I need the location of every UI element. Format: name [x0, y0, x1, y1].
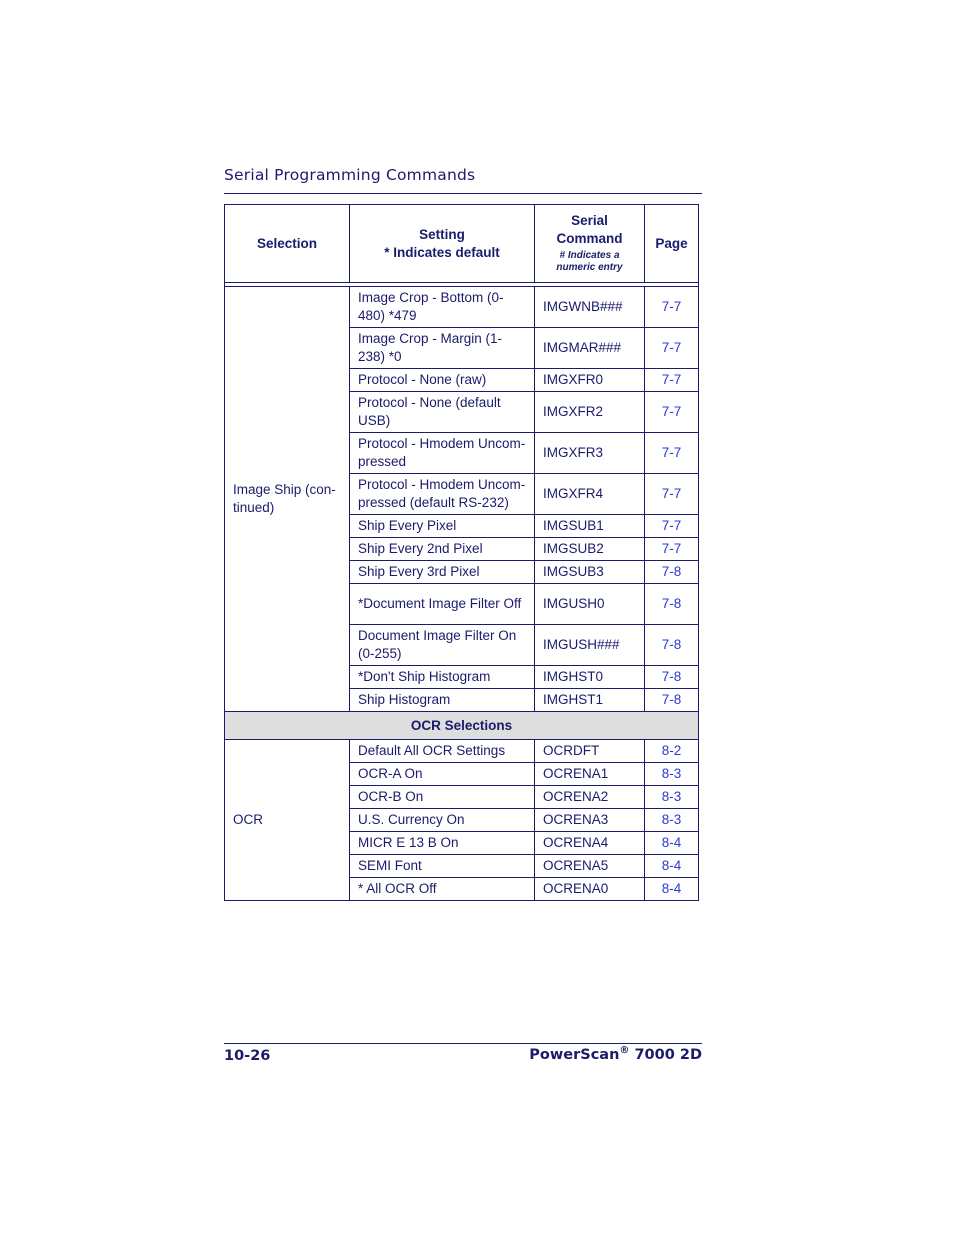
product-model: 7000 2D: [629, 1046, 702, 1063]
header-setting-note: * Indicates default: [384, 244, 500, 260]
command-cell: OCRENA4: [535, 832, 645, 855]
setting-cell: Default All OCR Settings: [350, 740, 535, 763]
command-cell: OCRENA1: [535, 763, 645, 786]
footer-rule: [224, 1043, 702, 1044]
command-cell: OCRENA2: [535, 786, 645, 809]
setting-cell: OCR-B On: [350, 786, 535, 809]
page-link[interactable]: 7-7: [645, 474, 699, 515]
command-cell: IMGWNB###: [535, 287, 645, 328]
page-link[interactable]: 8-2: [645, 740, 699, 763]
page-link[interactable]: 7-8: [645, 689, 699, 712]
page-link[interactable]: 7-7: [645, 392, 699, 433]
setting-cell: U.S. Currency On: [350, 809, 535, 832]
header-setting-title: Setting: [419, 226, 465, 242]
section-band-label: OCR Selections: [225, 712, 699, 740]
setting-cell: SEMI Font: [350, 855, 535, 878]
header-serial-title-2: Command: [556, 231, 623, 246]
command-cell: IMGXFR4: [535, 474, 645, 515]
page-link[interactable]: 7-7: [645, 328, 699, 369]
serial-commands-table: [224, 204, 699, 901]
command-cell: IMGMAR###: [535, 328, 645, 369]
page-link[interactable]: 8-4: [645, 832, 699, 855]
header-serial-command: [535, 205, 645, 283]
page-link[interactable]: 7-8: [645, 625, 699, 666]
setting-cell: *Document Image Filter Off: [350, 584, 535, 625]
header-rule: [224, 193, 702, 194]
table-row: [225, 740, 699, 763]
page-link[interactable]: 7-8: [645, 561, 699, 584]
page-link[interactable]: 8-3: [645, 786, 699, 809]
product-name: [529, 1045, 702, 1063]
page-link[interactable]: 7-7: [645, 515, 699, 538]
setting-cell: MICR E 13 B On: [350, 832, 535, 855]
command-cell: IMGSUB3: [535, 561, 645, 584]
command-cell: OCRENA3: [535, 809, 645, 832]
command-cell: IMGHST1: [535, 689, 645, 712]
header-selection: Selection: [225, 205, 350, 283]
command-cell: OCRENA0: [535, 878, 645, 901]
header-setting: [350, 205, 535, 283]
command-cell: IMGXFR0: [535, 369, 645, 392]
command-cell: IMGUSH###: [535, 625, 645, 666]
page-link[interactable]: 7-7: [645, 538, 699, 561]
page-link[interactable]: 7-8: [645, 584, 699, 625]
table-header-row: [225, 205, 699, 283]
header-serial-note-2: numeric entry: [556, 262, 623, 273]
command-cell: IMGSUB2: [535, 538, 645, 561]
setting-cell: Ship Every Pixel: [350, 515, 535, 538]
setting-cell: Image Crop - Bottom (0-480) *479: [350, 287, 535, 328]
setting-cell: Image Crop - Margin (1-238) *0: [350, 328, 535, 369]
registered-mark: ®: [619, 1045, 630, 1056]
setting-cell: Protocol - Hmodem Uncom-pressed (default RS-232): [350, 474, 535, 515]
section-title: Serial Programming Commands: [224, 166, 476, 184]
command-cell: IMGXFR3: [535, 433, 645, 474]
page-link[interactable]: 7-7: [645, 433, 699, 474]
page-link[interactable]: 8-3: [645, 809, 699, 832]
selection-cell: Image Ship (con-tinued): [225, 287, 350, 712]
setting-cell: Document Image Filter On (0-255): [350, 625, 535, 666]
setting-cell: Ship Histogram: [350, 689, 535, 712]
setting-cell: Protocol - None (raw): [350, 369, 535, 392]
page-link[interactable]: 8-4: [645, 878, 699, 901]
command-cell: IMGSUB1: [535, 515, 645, 538]
setting-cell: Ship Every 3rd Pixel: [350, 561, 535, 584]
header-page: Page: [645, 205, 699, 283]
page-link[interactable]: 7-7: [645, 287, 699, 328]
command-cell: IMGXFR2: [535, 392, 645, 433]
selection-cell: OCR: [225, 740, 350, 901]
setting-cell: Ship Every 2nd Pixel: [350, 538, 535, 561]
setting-cell: OCR-A On: [350, 763, 535, 786]
setting-cell: Protocol - Hmodem Uncom-pressed: [350, 433, 535, 474]
page-link[interactable]: 8-3: [645, 763, 699, 786]
command-cell: IMGHST0: [535, 666, 645, 689]
page-number: 10-26: [224, 1048, 271, 1064]
page-link[interactable]: 7-7: [645, 369, 699, 392]
command-cell: OCRDFT: [535, 740, 645, 763]
header-serial-title-1: Serial: [571, 213, 608, 228]
setting-cell: *Don't Ship Histogram: [350, 666, 535, 689]
setting-cell: Protocol - None (default USB): [350, 392, 535, 433]
header-serial-note-1: # Indicates a: [559, 250, 620, 261]
page-link[interactable]: 7-8: [645, 666, 699, 689]
section-band-row: [225, 712, 699, 740]
setting-cell: * All OCR Off: [350, 878, 535, 901]
command-cell: OCRENA5: [535, 855, 645, 878]
table-row: [225, 287, 699, 328]
product-brand: PowerScan: [529, 1046, 620, 1063]
command-cell: IMGUSH0: [535, 584, 645, 625]
page-link[interactable]: 8-4: [645, 855, 699, 878]
